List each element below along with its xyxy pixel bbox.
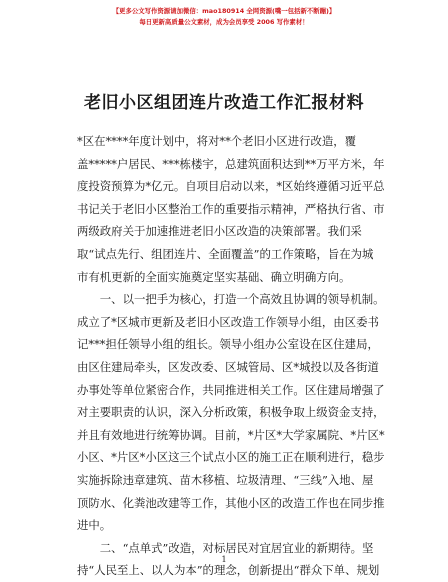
document-title: 老旧小区组团连片改造工作汇报材料 [84, 93, 364, 113]
body-line: 由区住建局牵头，区发改委、区城管局、区*城投以及各街道 [77, 359, 379, 374]
body-line: 持“人民至上、以人为本”的理念，创新提出“群众下单、规划 [77, 563, 380, 578]
body-line: 记***担任领导小组的组长。领导小组办公室设在区住建局， [77, 337, 379, 352]
section-heading-line: 二、“点单式”改造，对标居民对宜居宜业的新期待。坚 [77, 540, 374, 555]
body-line: 小区、*片区*小区这三个试点小区的施工正在顺利进行，稳步 [77, 450, 385, 465]
page-number: 1 [221, 555, 227, 564]
body-line: 实施拆除违章建筑、苗木移植、垃圾清理、“三线”入地、屋 [77, 472, 374, 487]
body-line: 并且有效地进行统筹协调。目前，*片区*大学家属院、*片区* [77, 427, 385, 442]
promo-banner-line-2: 每日更新高质量公文素材，成为会员享受 2006 写作素材！ [139, 18, 309, 26]
body-line: 进中。 [77, 518, 112, 533]
document-body [77, 130, 387, 582]
body-line: *区在****年度计划中，将对**个老旧小区进行改造，覆 [77, 134, 357, 148]
body-line: 两级政府关于加速推进老旧小区改造的决策部署。我们采 [77, 224, 362, 239]
body-line: 市有机更新的全面实施奠定坚实基础、确立明确方向。 [77, 269, 351, 284]
body-line: 度投资预算为*亿元。自项目启动以来，*区始终遵循习近平总 [77, 179, 385, 194]
section-heading-line: 一、以一把手为核心，打造一个高效且协调的领导机制。 [77, 292, 385, 307]
body-line: 顶防水、化粪池改建等工作，其他小区的改造工作也在同步推 [77, 495, 385, 510]
body-line: 成立了*区城市更新及老旧小区改造工作领导小组，由区委书 [77, 314, 379, 329]
promo-banner-line-1: 【更多公文写作资源请加微信：mao180914 全网资源(嘴一包括新不断蹦)】 [112, 7, 336, 15]
body-line: 办事处等单位紧密合作，共同推进相关工作。区住建局增强了 [77, 382, 385, 397]
body-line: 取“试点先行、组团连片、全面覆盖”的工作策略，旨在为城 [77, 246, 374, 261]
body-line: 书记关于老旧小区整治工作的重要指示精神，严格执行省、市 [77, 201, 385, 216]
promo-banner [0, 6, 448, 28]
body-line: 盖*****户居民、***栋楼宇，总建筑面积达到**万平方米，年 [77, 156, 385, 171]
body-line: 对主要职责的认识，深入分析政策，积极争取上级资金支持， [77, 405, 385, 420]
